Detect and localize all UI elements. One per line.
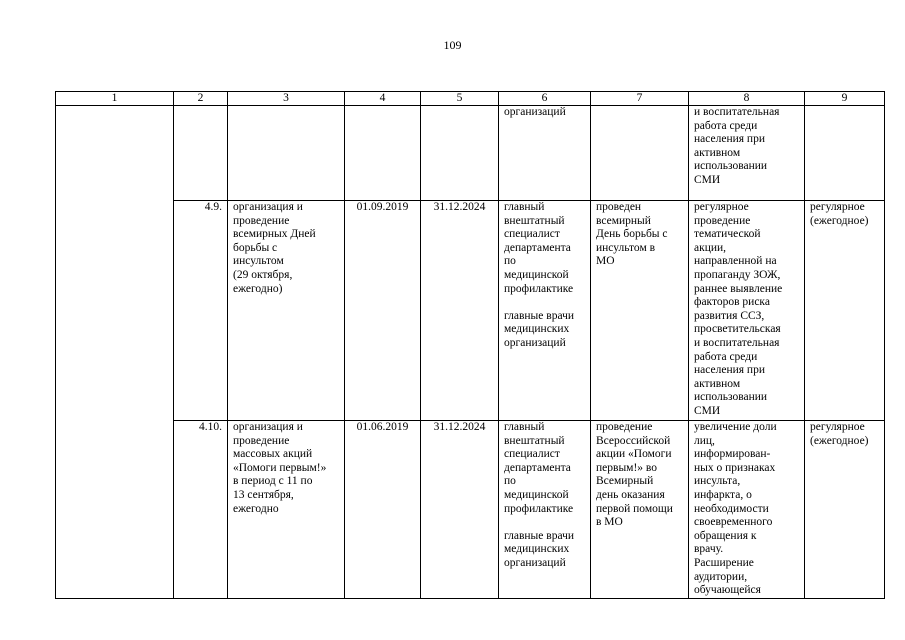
table-row <box>56 106 885 201</box>
measures-table <box>55 91 885 599</box>
table-row <box>56 421 885 599</box>
column-header: 3 <box>228 92 345 106</box>
event-cell: организация и проведение всемирных Дней борьбы с инсультом (29 октября, ежегодно) <box>228 201 345 421</box>
end-date-cell: 31.12.2024 <box>421 421 499 599</box>
page-number: 109 <box>443 38 462 52</box>
column-header: 6 <box>499 92 591 106</box>
periodicity-cell <box>805 106 885 201</box>
result-cell: проведение Всероссийской акции «Помоги первым!» во Всемирный день оказания первой помощи в МО <box>591 421 689 599</box>
column-header: 4 <box>345 92 421 106</box>
periodicity-cell: регулярное (ежегодное) <box>805 421 885 599</box>
end-date-cell: 31.12.2024 <box>421 201 499 421</box>
end-date-cell <box>421 106 499 201</box>
responsible-cell: главный внештатный специалист департамента по медицинской профилактике главные врачи медицинских организаций <box>499 421 591 599</box>
responsible-cell: организаций <box>499 106 591 201</box>
indicator-cell: увеличение доли лиц, информирован- ных о признаках инсульта, инфаркта, о необходимости своевременного обращения к врачу. Расширение аудитории, обучающейся <box>689 421 805 599</box>
responsible-cell: главный внештатный специалист департамента по медицинской профилактике главные врачи медицинских организаций <box>499 201 591 421</box>
periodicity-cell: регулярное (ежегодное) <box>805 201 885 421</box>
start-date-cell: 01.09.2019 <box>345 201 421 421</box>
event-cell: организация и проведение массовых акций «Помоги первым!» в период с 11 по 13 сентября, ежегодно <box>228 421 345 599</box>
column-header: 7 <box>591 92 689 106</box>
column-number-row <box>56 92 885 106</box>
item-number-cell <box>174 106 228 201</box>
column-header: 9 <box>805 92 885 106</box>
event-cell <box>228 106 345 201</box>
table-row <box>56 201 885 421</box>
indicator-cell: и воспитательная работа среди населения при активном использовании СМИ <box>689 106 805 201</box>
column-header: 8 <box>689 92 805 106</box>
column-header: 1 <box>56 92 174 106</box>
result-cell: проведен всемирный День борьбы с инсультом в МО <box>591 201 689 421</box>
column-header: 2 <box>174 92 228 106</box>
result-cell <box>591 106 689 201</box>
start-date-cell <box>345 106 421 201</box>
item-number-cell: 4.9. <box>174 201 228 421</box>
merged-section-cell <box>56 106 174 599</box>
item-number-cell: 4.10. <box>174 421 228 599</box>
start-date-cell: 01.06.2019 <box>345 421 421 599</box>
column-header: 5 <box>421 92 499 106</box>
indicator-cell: регулярное проведение тематической акции, направленной на пропаганду ЗОЖ, раннее выявление факторов риска развития ССЗ, просветительская и воспитательная работа среди населения при активном использовании СМИ <box>689 201 805 421</box>
